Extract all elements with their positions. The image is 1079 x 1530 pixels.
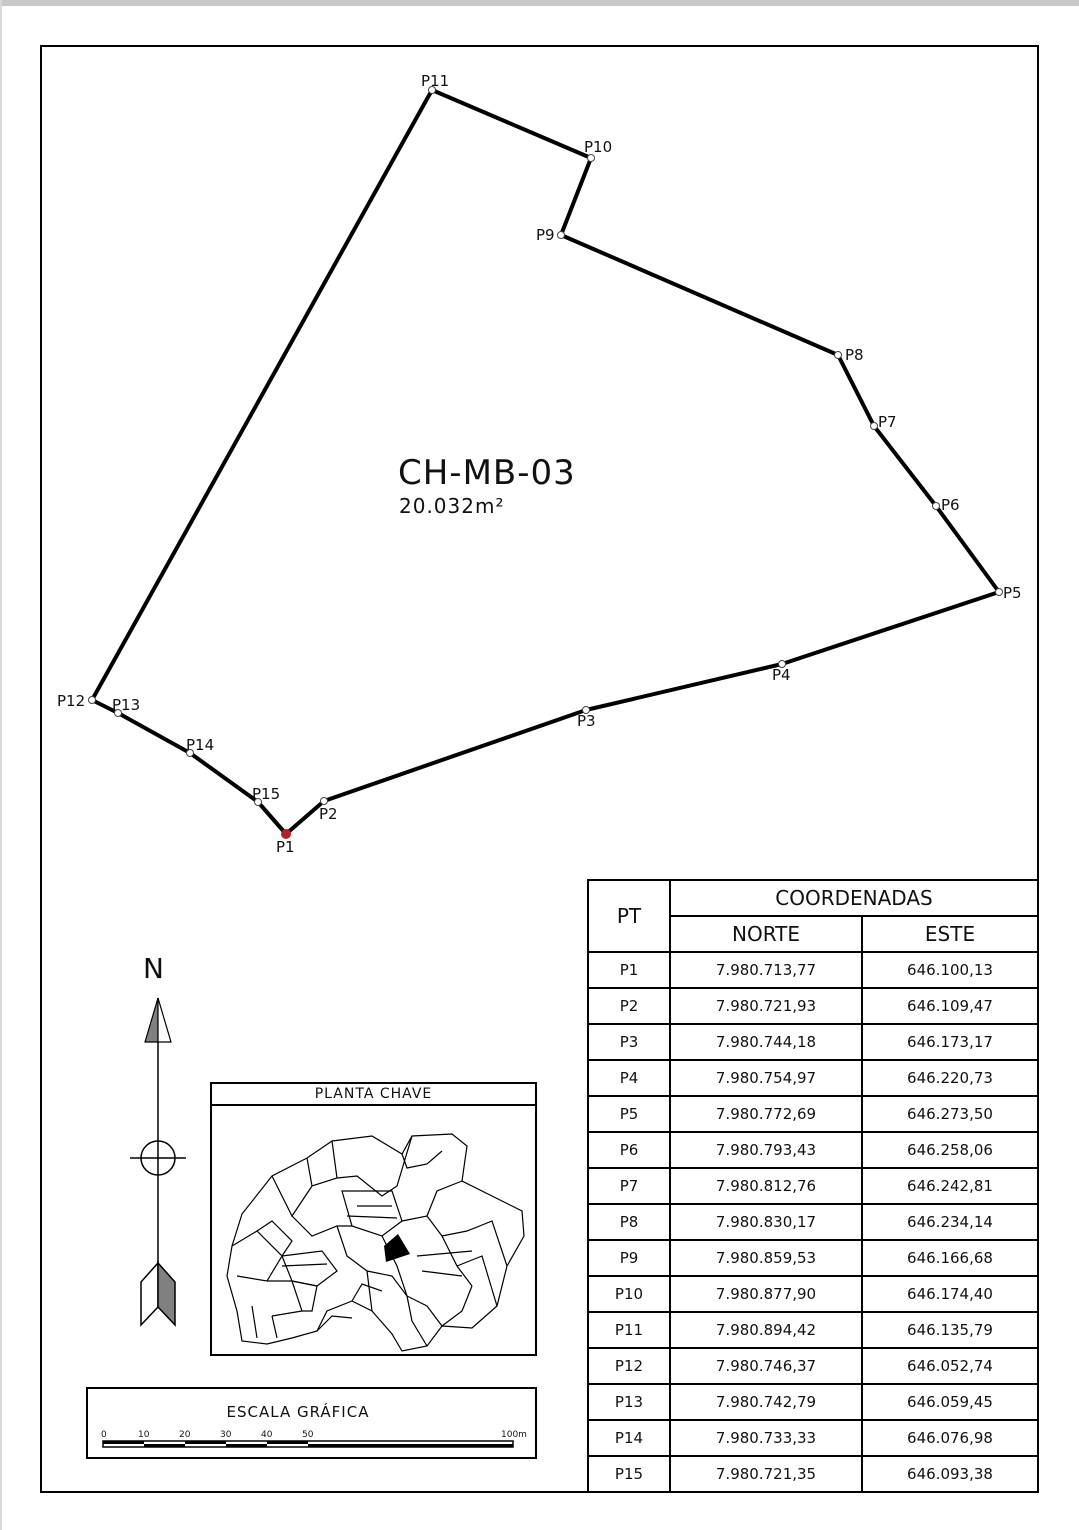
cell-norte: 7.980.754,97 — [670, 1060, 862, 1096]
lot-id: CH-MB-03 — [398, 453, 576, 493]
cell-norte: 7.980.721,93 — [670, 988, 862, 1024]
cell-norte: 7.980.721,35 — [670, 1456, 862, 1492]
vertex-label: P4 — [772, 666, 791, 684]
vertex-marker — [835, 352, 842, 359]
cell-este: 646.093,38 — [862, 1456, 1038, 1492]
table-row — [588, 988, 1038, 1024]
vertex-label: P11 — [421, 72, 450, 90]
table-row — [588, 1024, 1038, 1060]
cell-pt: P8 — [588, 1204, 670, 1240]
scale-tick-30: 30 — [220, 1430, 232, 1440]
cell-este: 646.174,40 — [862, 1276, 1038, 1312]
cell-pt: P14 — [588, 1420, 670, 1456]
graphic-scale — [86, 1387, 537, 1459]
vertex-label: P15 — [252, 785, 281, 803]
cell-este: 646.234,14 — [862, 1204, 1038, 1240]
table-row — [588, 1240, 1038, 1276]
cell-norte: 7.980.812,76 — [670, 1168, 862, 1204]
scale-tick-50: 50 — [302, 1430, 314, 1440]
table-row — [588, 1276, 1038, 1312]
cell-este: 646.109,47 — [862, 988, 1038, 1024]
vertex-label: P13 — [112, 696, 141, 714]
coordinates-table — [587, 879, 1039, 1493]
table-row — [588, 1132, 1038, 1168]
vertex-label: P6 — [941, 496, 960, 514]
cell-norte: 7.980.744,18 — [670, 1024, 862, 1060]
cell-este: 646.242,81 — [862, 1168, 1038, 1204]
north-letter: N — [143, 952, 164, 985]
cell-este: 646.166,68 — [862, 1240, 1038, 1276]
vertex-label: P1 — [276, 838, 295, 856]
scale-tick-10: 10 — [138, 1430, 150, 1440]
header-este: ESTE — [862, 916, 1038, 952]
table-row — [588, 1204, 1038, 1240]
scale-title: ESCALA GRÁFICA — [226, 1403, 370, 1421]
table-row — [588, 1456, 1038, 1492]
table-row — [588, 1420, 1038, 1456]
vertex-label: P3 — [577, 712, 596, 730]
cell-norte: 7.980.742,79 — [670, 1384, 862, 1420]
cell-norte: 7.980.713,77 — [670, 952, 862, 988]
cell-pt: P13 — [588, 1384, 670, 1420]
cell-pt: P15 — [588, 1456, 670, 1492]
cell-este: 646.059,45 — [862, 1384, 1038, 1420]
cell-norte: 7.980.793,43 — [670, 1132, 862, 1168]
cell-pt: P2 — [588, 988, 670, 1024]
cell-pt: P3 — [588, 1024, 670, 1060]
vertex-label: P5 — [1003, 584, 1022, 602]
cell-este: 646.100,13 — [862, 952, 1038, 988]
cell-norte: 7.980.733,33 — [670, 1420, 862, 1456]
cell-pt: P6 — [588, 1132, 670, 1168]
cell-este: 646.220,73 — [862, 1060, 1038, 1096]
vertex-marker — [996, 589, 1003, 596]
cell-norte: 7.980.746,37 — [670, 1348, 862, 1384]
cell-pt: P11 — [588, 1312, 670, 1348]
table-row — [588, 952, 1038, 988]
scale-tick-100: 100m — [501, 1430, 527, 1440]
cell-este: 646.135,79 — [862, 1312, 1038, 1348]
key-plan-title: PLANTA CHAVE — [212, 1084, 535, 1106]
cell-pt: P9 — [588, 1240, 670, 1276]
cell-pt: P5 — [588, 1096, 670, 1132]
vertex-marker — [558, 232, 565, 239]
table-row — [588, 1096, 1038, 1132]
cell-este: 646.273,50 — [862, 1096, 1038, 1132]
header-pt: PT — [588, 880, 670, 952]
scale-tick-0: 0 — [101, 1430, 107, 1440]
vertex-label: P10 — [584, 138, 613, 156]
vertex-marker — [871, 423, 878, 430]
cell-este: 646.258,06 — [862, 1132, 1038, 1168]
vertex-marker — [933, 503, 940, 510]
vertex-label: P7 — [878, 413, 897, 431]
scale-tick-40: 40 — [261, 1430, 273, 1440]
cell-pt: P12 — [588, 1348, 670, 1384]
table-row — [588, 1060, 1038, 1096]
vertex-marker — [321, 798, 328, 805]
scale-tick-20: 20 — [179, 1430, 191, 1440]
lot-area: 20.032m² — [399, 494, 505, 518]
header-coordenadas: COORDENADAS — [670, 880, 1038, 916]
table-row — [588, 1312, 1038, 1348]
cell-pt: P7 — [588, 1168, 670, 1204]
key-plan-map — [212, 1106, 535, 1356]
cell-pt: P4 — [588, 1060, 670, 1096]
north-arrow-icon — [110, 950, 210, 1340]
vertex-label: P9 — [536, 226, 555, 244]
cell-norte: 7.980.894,42 — [670, 1312, 862, 1348]
cell-norte: 7.980.772,69 — [670, 1096, 862, 1132]
cell-norte: 7.980.830,17 — [670, 1204, 862, 1240]
cell-este: 646.173,17 — [862, 1024, 1038, 1060]
cell-pt: P10 — [588, 1276, 670, 1312]
table-row — [588, 1168, 1038, 1204]
key-plan — [210, 1082, 537, 1356]
cell-este: 646.076,98 — [862, 1420, 1038, 1456]
table-row — [588, 1348, 1038, 1384]
cell-este: 646.052,74 — [862, 1348, 1038, 1384]
vertex-label: P12 — [57, 692, 86, 710]
vertex-label: P14 — [186, 736, 215, 754]
header-norte: NORTE — [670, 916, 862, 952]
table-row — [588, 1384, 1038, 1420]
cell-pt: P1 — [588, 952, 670, 988]
vertex-label: P2 — [319, 805, 338, 823]
scale-bar — [88, 1389, 535, 1457]
vertex-label: P8 — [845, 346, 864, 364]
cell-norte: 7.980.877,90 — [670, 1276, 862, 1312]
cell-norte: 7.980.859,53 — [670, 1240, 862, 1276]
vertex-marker — [89, 697, 96, 704]
